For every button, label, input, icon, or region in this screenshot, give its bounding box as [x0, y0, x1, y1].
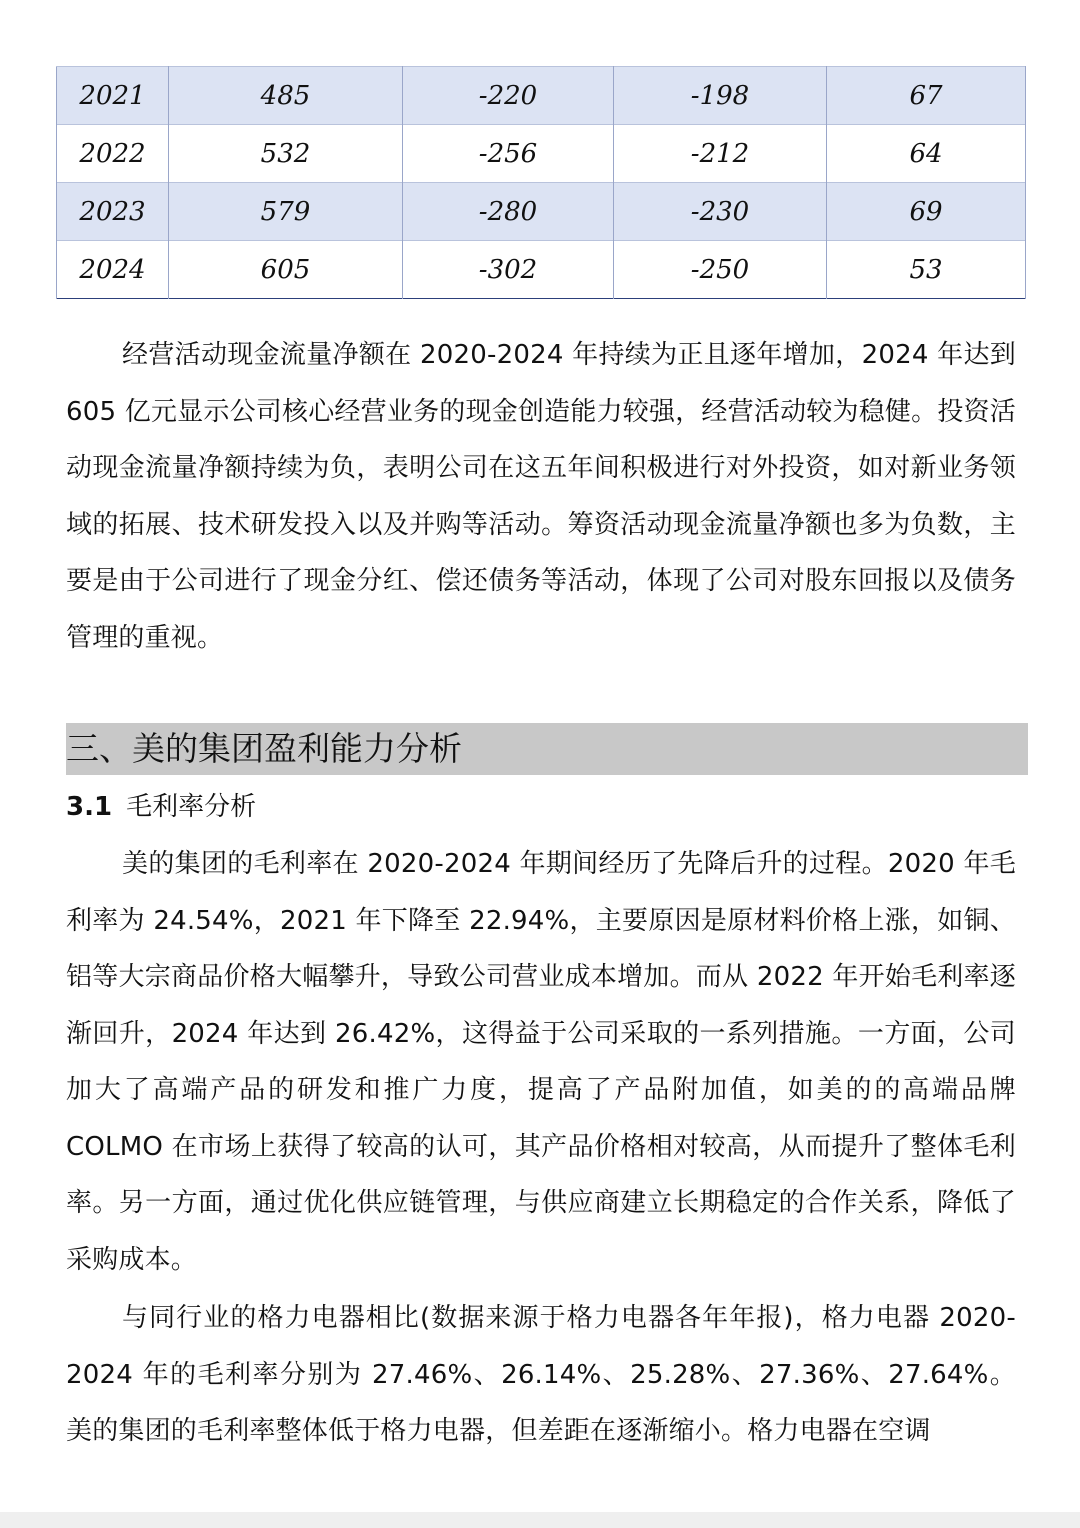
subsection-title — [66, 785, 256, 829]
gross-margin-paragraph: 美的集团的毛利率在 2020-2024 年期间经历了先降后升的过程。2020 年毛利率为 24.54%，2021 年下降至 22.94%，主要原因是原材料价格上涨，如铜、铝等大宗商品价格大幅攀升，导致公司营业成本增加。而从 2022 年开始毛利率逐渐回升，2024 年达到 26.42%，这得益于公司采取的一系列措施。一方面，公司加大了高端产品的研发和推广力度，提高了产品附加值，如美的的高端品牌 COLMO 在市场上获得了较高的认可，其产品价格相对较高，从而提升了整体毛利率。另一方面，通过优化供应链管理，与供应商建立长期稳定的合作关系，降低了采购成本。 — [66, 849, 1016, 1275]
cash-flow-table — [56, 66, 1026, 299]
table-cell: -256 — [403, 125, 614, 183]
table-cell: 485 — [169, 67, 403, 125]
table-cell: 605 — [169, 241, 403, 299]
table-cell: 532 — [169, 125, 403, 183]
table-row — [57, 241, 1026, 299]
table-cell: -212 — [614, 125, 827, 183]
section-title: 三、美的集团盈利能力分析 — [66, 729, 462, 768]
table-cell: 2023 — [57, 183, 169, 241]
cash-flow-analysis-paragraph: 经营活动现金流量净额在 2020-2024 年持续为正且逐年增加，2024 年达到 605 亿元显示公司核心经营业务的现金创造能力较强，经营活动较为稳健。投资活动现金流量净额持续为负，表明公司在这五年间积极进行对外投资，如对新业务领域的拓展、技术研发投入以及并购等活动。筹资活动现金流量净额也多为负数，主要是由于公司进行了现金分红、偿还债务等活动，体现了公司对股东回报以及债务管理的重视。 — [66, 340, 1016, 653]
table-cell: 579 — [169, 183, 403, 241]
table-cell: -220 — [403, 67, 614, 125]
table-cell: 67 — [827, 67, 1026, 125]
subsection-number: 3.1 — [66, 792, 113, 822]
table-cell: 69 — [827, 183, 1026, 241]
competitor-comparison-paragraph: 与同行业的格力电器相比(数据来源于格力电器各年年报)，格力电器 2020-2024 年的毛利率分别为 27.46%、26.14%、25.28%、27.36%、27.64%。美的集团的毛利率整体低于格力电器，但差距在逐渐缩小。格力电器在空调 — [66, 1303, 1016, 1446]
table-cell: -302 — [403, 241, 614, 299]
table-cell: -230 — [614, 183, 827, 241]
table-cell: 64 — [827, 125, 1026, 183]
table-row — [57, 125, 1026, 183]
table-cell: -250 — [614, 241, 827, 299]
table-cell: 2024 — [57, 241, 169, 299]
table-cell: -198 — [614, 67, 827, 125]
table-cell: 2021 — [57, 67, 169, 125]
table-cell: 2022 — [57, 125, 169, 183]
subsection-label: 毛利率分析 — [126, 792, 257, 822]
table-row — [57, 67, 1026, 125]
page-bottom-edge — [0, 1512, 1080, 1528]
table-row — [57, 183, 1026, 241]
table-cell: -280 — [403, 183, 614, 241]
table-cell: 53 — [827, 241, 1026, 299]
